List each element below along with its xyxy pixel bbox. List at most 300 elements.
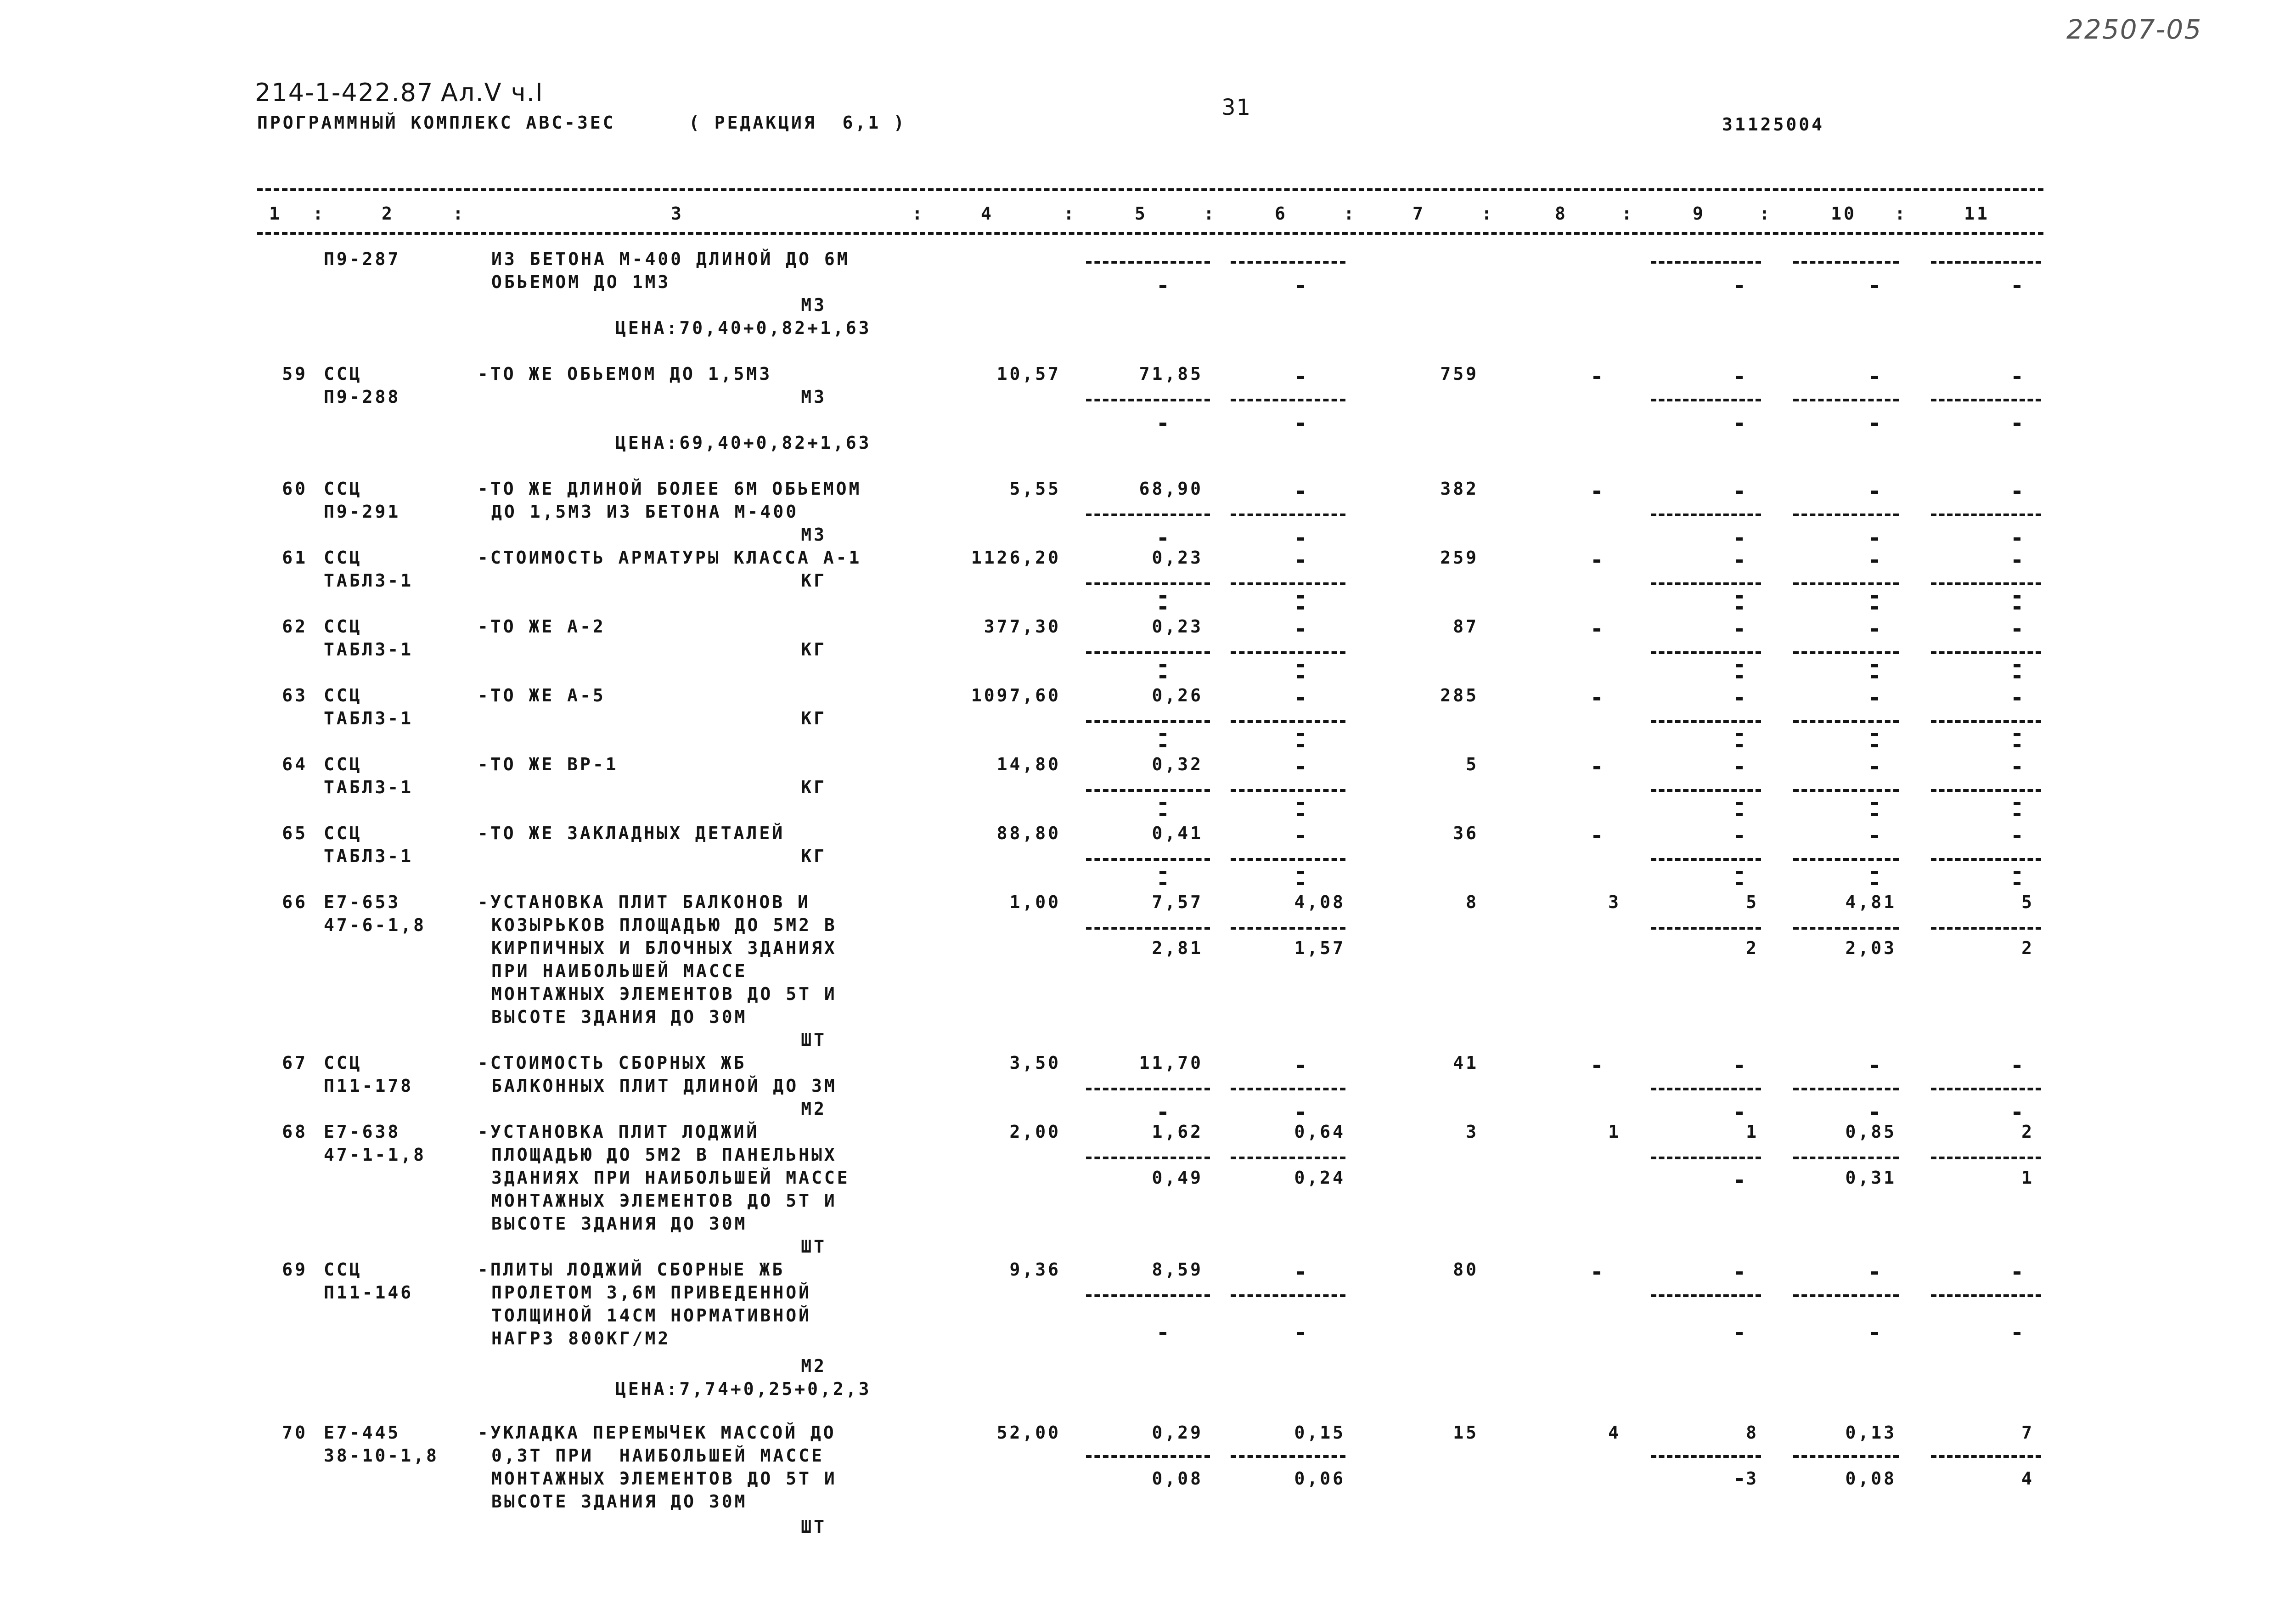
dash-mark — [1736, 766, 1743, 769]
dash-mark — [1736, 1271, 1743, 1275]
item-description-line: 0,3Т ПРИ НАИБОЛЬШЕЙ МАССЕ — [491, 1445, 824, 1466]
dash-mark — [1297, 423, 1304, 426]
dash-mark — [2014, 423, 2020, 426]
cell-subrule — [1931, 1455, 2041, 1458]
cell-subrule — [1793, 858, 1899, 861]
top-rule — [257, 188, 2043, 191]
dash-mark — [2014, 697, 2020, 700]
col-header-sep: : — [1064, 203, 1076, 224]
dash-mark — [1736, 733, 1743, 736]
header-rule — [257, 232, 2043, 235]
dash-mark — [2014, 1065, 2020, 1068]
row-number: 66 — [282, 892, 308, 912]
dash-mark — [1297, 376, 1304, 379]
dash-mark — [1871, 606, 1878, 610]
wage-total-value: 1 — [1608, 1122, 1621, 1142]
dash-mark — [1736, 376, 1743, 379]
unit-cost-value: 0,29 — [1152, 1422, 1203, 1443]
cell-subrule — [1086, 582, 1210, 585]
dash-mark — [2014, 537, 2020, 541]
dash-mark — [2014, 376, 2020, 379]
dash-mark — [1297, 1065, 1304, 1068]
document-code: 31125004 — [1722, 114, 1825, 135]
dash-mark — [1736, 423, 1743, 426]
cell-subrule — [1651, 582, 1761, 585]
dash-mark — [2014, 1271, 2020, 1275]
dash-mark — [1871, 376, 1878, 379]
dash-mark — [2014, 744, 2020, 747]
dash-mark — [1736, 628, 1743, 632]
quantity-value: 2,00 — [1009, 1122, 1061, 1142]
dash-mark — [1736, 744, 1743, 747]
item-unit: КГ — [801, 639, 827, 660]
dash-mark — [1736, 1478, 1743, 1481]
item-description-line: ЗДАНИЯХ ПРИ НАИБОЛЬШЕЙ МАССЕ — [491, 1168, 850, 1188]
dash-mark — [2014, 766, 2020, 769]
quantity-value: 14,80 — [996, 754, 1061, 774]
unit-cost-value: 0,23 — [1152, 548, 1203, 568]
dash-mark — [2014, 664, 2020, 667]
unit-cost-value: 0,08 — [1152, 1468, 1203, 1489]
item-description-line: -ТО ЖЕ ОБЬЕМОМ ДО 1,5М3 — [478, 364, 772, 384]
cell-subrule — [1793, 261, 1899, 264]
cell-subrule — [1231, 927, 1345, 930]
dash-mark — [1297, 559, 1304, 563]
cell-subrule — [1231, 720, 1345, 723]
unit-cost-value: 7,57 — [1152, 892, 1203, 912]
dash-mark — [1159, 285, 1166, 288]
dash-mark — [1736, 802, 1743, 805]
dash-mark — [2014, 835, 2020, 838]
cell-subrule — [1793, 582, 1899, 585]
price-source: ССЦ — [324, 823, 362, 843]
item-unit: КГ — [801, 777, 827, 797]
labor-total-value: 1 — [2021, 1168, 2034, 1188]
dash-mark — [1297, 802, 1304, 805]
labor-per-unit-value: 0,13 — [1845, 1422, 1896, 1443]
dash-mark — [1736, 664, 1743, 667]
album-number-handwritten: Ал.V ч.I — [441, 78, 544, 107]
total-cost-value: 382 — [1440, 479, 1479, 499]
dash-mark — [1736, 1112, 1743, 1115]
item-description-line: -ТО ЖЕ А-5 — [478, 685, 606, 706]
item-code: П11-178 — [324, 1076, 414, 1096]
price-source: ССЦ — [324, 1259, 362, 1280]
col-header-10: 10 — [1831, 203, 1857, 224]
machine-cost-value: 1,57 — [1294, 938, 1345, 958]
dash-mark — [1736, 882, 1743, 885]
dash-mark — [1871, 664, 1878, 667]
cell-subrule — [1793, 1294, 1899, 1297]
col-header-sep: : — [1204, 203, 1216, 224]
cell-subrule — [1793, 514, 1899, 516]
dash-mark — [2014, 285, 2020, 288]
quantity-value: 377,30 — [984, 616, 1061, 637]
cell-subrule — [1231, 858, 1345, 861]
dash-mark — [1871, 835, 1878, 838]
item-code: П9-287 — [324, 249, 401, 269]
cell-subrule — [1231, 514, 1345, 516]
labor-per-unit-value: 4,81 — [1845, 892, 1896, 912]
row-number: 70 — [282, 1422, 308, 1443]
dash-mark — [1297, 871, 1304, 874]
price-source: ССЦ — [324, 548, 362, 568]
row-number: 67 — [282, 1053, 308, 1073]
dash-mark — [1736, 697, 1743, 700]
cell-subrule — [1931, 720, 2041, 723]
row-number: 64 — [282, 754, 308, 774]
dash-mark — [1297, 1332, 1304, 1335]
item-description-line: ПРОЛЕТОМ 3,6М ПРИВЕДЕННОЙ — [491, 1282, 811, 1303]
dash-mark — [1297, 882, 1304, 885]
quantity-value: 1,00 — [1009, 892, 1061, 912]
item-description-line: МОНТАЖНЫХ ЭЛЕМЕНТОВ ДО 5Т И — [491, 984, 837, 1004]
dash-mark — [1871, 595, 1878, 598]
cell-subrule — [1086, 514, 1210, 516]
dash-mark — [1297, 744, 1304, 747]
col-header-2: 2 — [382, 203, 394, 224]
total-cost-value: 5 — [1466, 754, 1479, 774]
unit-cost-value: 2,81 — [1152, 938, 1203, 958]
dash-mark — [2014, 802, 2020, 805]
cell-subrule — [1231, 1157, 1345, 1159]
dash-mark — [1593, 1065, 1600, 1068]
total-cost-value: 759 — [1440, 364, 1479, 384]
dash-mark — [2014, 595, 2020, 598]
price-source: ССЦ — [324, 479, 362, 499]
dash-mark — [1159, 675, 1166, 678]
dash-mark — [1593, 559, 1600, 563]
dash-mark — [1871, 733, 1878, 736]
machine-total-value: 1 — [1746, 1122, 1759, 1142]
cell-subrule — [1931, 514, 2041, 516]
dash-mark — [1297, 1112, 1304, 1115]
cell-subrule — [1931, 927, 2041, 930]
dash-mark — [1736, 1332, 1743, 1335]
quantity-value: 52,00 — [996, 1422, 1061, 1443]
item-code: 38-10-1,8 — [324, 1445, 439, 1466]
cell-subrule — [1793, 1088, 1899, 1090]
col-header-9: 9 — [1693, 203, 1705, 224]
dash-mark — [1297, 766, 1304, 769]
unit-cost-value: 0,26 — [1152, 685, 1203, 706]
col-header-sep: : — [313, 203, 326, 224]
col-header-sep: : — [1759, 203, 1772, 224]
dash-mark — [1871, 423, 1878, 426]
dash-mark — [1736, 1065, 1743, 1068]
dash-mark — [1297, 813, 1304, 816]
row-number: 59 — [282, 364, 308, 384]
unit-cost-value: 0,23 — [1152, 616, 1203, 637]
labor-per-unit-value: 0,31 — [1845, 1168, 1896, 1188]
unit-cost-value: 0,49 — [1152, 1168, 1203, 1188]
item-unit: М3 — [801, 295, 827, 315]
dash-mark — [1297, 537, 1304, 541]
quantity-value: 10,57 — [996, 364, 1061, 384]
col-header-6: 6 — [1275, 203, 1288, 224]
machine-total-value: 3 — [1746, 1468, 1759, 1489]
dash-mark — [1297, 491, 1304, 494]
cell-subrule — [1931, 399, 2041, 401]
dash-mark — [1159, 813, 1166, 816]
machine-total-value: 5 — [1746, 892, 1759, 912]
col-header-sep: : — [1895, 203, 1908, 224]
dash-mark — [1871, 1065, 1878, 1068]
quantity-value: 88,80 — [996, 823, 1061, 843]
item-description-line: ИЗ БЕТОНА М-400 ДЛИНОЙ ДО 6М — [491, 249, 850, 269]
dash-mark — [1871, 675, 1878, 678]
item-description-line: -ТО ЖЕ ВР-1 — [478, 754, 619, 774]
dash-mark — [2014, 813, 2020, 816]
col-header-7: 7 — [1412, 203, 1425, 224]
item-code: ТАБЛ3-1 — [324, 639, 414, 660]
total-cost-value: 8 — [1466, 892, 1479, 912]
item-code: ТАБЛ3-1 — [324, 846, 414, 866]
cell-subrule — [1651, 858, 1761, 861]
item-unit: КГ — [801, 570, 827, 591]
col-header-sep: : — [453, 203, 466, 224]
item-description-line: БАЛКОННЫХ ПЛИТ ДЛИНОЙ ДО 3М — [491, 1076, 837, 1096]
cell-subrule — [1931, 858, 2041, 861]
item-code: ТАБЛ3-1 — [324, 777, 414, 797]
col-header-8: 8 — [1555, 203, 1568, 224]
labor-per-unit-value: 2,03 — [1845, 938, 1896, 958]
dash-mark — [1736, 285, 1743, 288]
labor-total-value: 2 — [2021, 1122, 2034, 1142]
dash-mark — [1736, 871, 1743, 874]
labor-total-value: 4 — [2021, 1468, 2034, 1489]
dash-mark — [1736, 813, 1743, 816]
item-unit: ШТ — [801, 1030, 827, 1050]
dash-mark — [1297, 628, 1304, 632]
dash-mark — [1871, 491, 1878, 494]
wage-total-value: 3 — [1608, 892, 1621, 912]
machine-cost-value: 0,24 — [1294, 1168, 1345, 1188]
item-price-formula: ЦЕНА:70,40+0,82+1,63 — [615, 318, 872, 338]
cell-subrule — [1086, 399, 1210, 401]
price-source: ССЦ — [324, 616, 362, 637]
cell-subrule — [1086, 1088, 1210, 1090]
cell-subrule — [1793, 1455, 1899, 1458]
cell-subrule — [1651, 1294, 1761, 1297]
row-number: 68 — [282, 1122, 308, 1142]
dash-mark — [1159, 733, 1166, 736]
item-price-formula: ЦЕНА:69,40+0,82+1,63 — [615, 433, 872, 453]
item-description-line: ДО 1,5М3 ИЗ БЕТОНА М-400 — [491, 502, 799, 522]
dash-mark — [1593, 766, 1600, 769]
dash-mark — [1159, 1332, 1166, 1335]
row-number: 69 — [282, 1259, 308, 1280]
cell-subrule — [1651, 1455, 1761, 1458]
col-header-sep: : — [1344, 203, 1356, 224]
page-number: 31 — [1221, 95, 1252, 120]
item-unit: ШТ — [801, 1236, 827, 1257]
cell-subrule — [1086, 1455, 1210, 1458]
cell-subrule — [1086, 927, 1210, 930]
dash-mark — [1871, 744, 1878, 747]
col-header-4: 4 — [981, 203, 994, 224]
quantity-value: 1126,20 — [971, 548, 1061, 568]
dash-mark — [1297, 595, 1304, 598]
price-source: ССЦ — [324, 685, 362, 706]
item-unit: КГ — [801, 846, 827, 866]
labor-per-unit-value: 0,85 — [1845, 1122, 1896, 1142]
cell-subrule — [1231, 1088, 1345, 1090]
cell-subrule — [1231, 789, 1345, 792]
cell-subrule — [1931, 789, 2041, 792]
cell-subrule — [1086, 789, 1210, 792]
dash-mark — [1871, 802, 1878, 805]
cell-subrule — [1931, 1157, 2041, 1159]
cell-subrule — [1793, 399, 1899, 401]
col-header-1: 1 — [269, 203, 282, 224]
quantity-value: 5,55 — [1009, 479, 1061, 499]
dash-mark — [1593, 1271, 1600, 1275]
cell-subrule — [1651, 514, 1761, 516]
document-number-handwritten: 22507-05 — [2066, 14, 2202, 45]
cell-subrule — [1793, 789, 1899, 792]
item-description-line: ВЫСОТЕ ЗДАНИЯ ДО 30М — [491, 1007, 748, 1027]
item-unit: ШТ — [801, 1517, 827, 1537]
item-code: П9-291 — [324, 502, 401, 522]
row-number: 63 — [282, 685, 308, 706]
total-cost-value: 259 — [1440, 548, 1479, 568]
item-description-line: -УСТАНОВКА ПЛИТ БАЛКОНОВ И — [478, 892, 810, 912]
dash-mark — [1871, 882, 1878, 885]
cell-subrule — [1651, 789, 1761, 792]
dash-mark — [1159, 537, 1166, 541]
dash-mark — [1297, 733, 1304, 736]
price-source: Е7-653 — [324, 892, 401, 912]
dash-mark — [1159, 882, 1166, 885]
labor-total-value: 2 — [2021, 938, 2034, 958]
cell-subrule — [1651, 261, 1761, 264]
dash-mark — [1297, 675, 1304, 678]
dash-mark — [1871, 813, 1878, 816]
item-description-line: ВЫСОТЕ ЗДАНИЯ ДО 30М — [491, 1491, 748, 1512]
dash-mark — [2014, 1332, 2020, 1335]
cell-subrule — [1651, 1088, 1761, 1090]
quantity-value: 1097,60 — [971, 685, 1061, 706]
item-description-line: ТОЛЩИНОЙ 14СМ НОРМАТИВНОЙ — [491, 1305, 811, 1326]
quantity-value: 9,36 — [1009, 1259, 1061, 1280]
cell-subrule — [1086, 261, 1210, 264]
dash-mark — [1736, 595, 1743, 598]
dash-mark — [1736, 559, 1743, 563]
dash-mark — [2014, 491, 2020, 494]
cell-subrule — [1651, 927, 1761, 930]
dash-mark — [1159, 606, 1166, 610]
item-description-line: ОБЬЕМОМ ДО 1М3 — [491, 272, 671, 292]
cell-subrule — [1231, 582, 1345, 585]
unit-cost-value: 11,70 — [1139, 1053, 1203, 1073]
unit-cost-value: 8,59 — [1152, 1259, 1203, 1280]
item-description-line: ПЛОЩАДЬЮ ДО 5М2 В ПАНЕЛЬНЫХ — [491, 1145, 837, 1165]
price-source: ССЦ — [324, 1053, 362, 1073]
dash-mark — [1297, 606, 1304, 610]
program-name: ПРОГРАММНЫЙ КОМПЛЕКС АВС-3ЕС — [257, 113, 616, 133]
dash-mark — [1736, 491, 1743, 494]
col-header-11: 11 — [1964, 203, 1990, 224]
cell-subrule — [1793, 651, 1899, 654]
total-cost-value: 285 — [1440, 685, 1479, 706]
dash-mark — [1736, 1180, 1743, 1183]
cell-subrule — [1231, 399, 1345, 401]
labor-total-value: 7 — [2021, 1422, 2034, 1443]
item-description-line: -ТО ЖЕ ЗАКЛАДНЫХ ДЕТАЛЕЙ — [478, 823, 785, 843]
cell-subrule — [1651, 1157, 1761, 1159]
machine-cost-value: 0,15 — [1294, 1422, 1345, 1443]
dash-mark — [1593, 628, 1600, 632]
dash-mark — [1871, 559, 1878, 563]
total-cost-value: 87 — [1453, 616, 1479, 637]
machine-cost-value: 0,06 — [1294, 1468, 1345, 1489]
dash-mark — [1159, 423, 1166, 426]
total-cost-value: 80 — [1453, 1259, 1479, 1280]
item-description-line: МОНТАЖНЫХ ЭЛЕМЕНТОВ ДО 5Т И — [491, 1468, 837, 1489]
dash-mark — [1871, 285, 1878, 288]
cell-subrule — [1793, 720, 1899, 723]
dash-mark — [2014, 675, 2020, 678]
total-cost-value: 36 — [1453, 823, 1479, 843]
item-description-line: -ТО ЖЕ ДЛИНОЙ БОЛЕЕ 6М ОБЬЕМОМ — [478, 479, 862, 499]
item-code: П11-146 — [324, 1282, 414, 1303]
item-description-line: -СТОИМОСТЬ СБОРНЫХ ЖБ — [478, 1053, 747, 1073]
item-code: ТАБЛ3-1 — [324, 570, 414, 591]
machine-total-value: 2 — [1746, 938, 1759, 958]
dash-mark — [1297, 1271, 1304, 1275]
item-description-line: -ПЛИТЫ ЛОДЖИЙ СБОРНЫЕ ЖБ — [478, 1259, 785, 1280]
cell-subrule — [1931, 651, 2041, 654]
item-unit: М2 — [801, 1099, 827, 1119]
item-code: 47-6-1,8 — [324, 915, 427, 935]
item-description-line: -ТО ЖЕ А-2 — [478, 616, 606, 637]
machine-cost-value: 0,64 — [1294, 1122, 1345, 1142]
item-code: П9-288 — [324, 387, 401, 407]
dash-mark — [1593, 835, 1600, 838]
cell-subrule — [1231, 1455, 1345, 1458]
dash-mark — [1593, 491, 1600, 494]
item-unit: КГ — [801, 708, 827, 728]
dash-mark — [1871, 1112, 1878, 1115]
cell-subrule — [1231, 651, 1345, 654]
cell-subrule — [1793, 927, 1899, 930]
dash-mark — [1297, 285, 1304, 288]
dash-mark — [1871, 766, 1878, 769]
cell-subrule — [1931, 261, 2041, 264]
item-unit: М2 — [801, 1356, 827, 1376]
row-number: 60 — [282, 479, 308, 499]
unit-cost-value: 1,62 — [1152, 1122, 1203, 1142]
item-description-line: МОНТАЖНЫХ ЭЛЕМЕНТОВ ДО 5Т И — [491, 1191, 837, 1211]
dash-mark — [1871, 697, 1878, 700]
unit-cost-value: 0,32 — [1152, 754, 1203, 774]
price-source: Е7-445 — [324, 1422, 401, 1443]
row-number: 65 — [282, 823, 308, 843]
item-description-line: -СТОИМОСТЬ АРМАТУРЫ КЛАССА А-1 — [478, 548, 862, 568]
row-number: 61 — [282, 548, 308, 568]
cell-subrule — [1086, 720, 1210, 723]
dash-mark — [1736, 675, 1743, 678]
cell-subrule — [1086, 651, 1210, 654]
dash-mark — [1736, 835, 1743, 838]
cell-subrule — [1931, 1294, 2041, 1297]
dash-mark — [1159, 664, 1166, 667]
series-number-handwritten: 214-1-422.87 — [255, 78, 434, 107]
price-source: Е7-638 — [324, 1122, 401, 1142]
row-number: 62 — [282, 616, 308, 637]
dash-mark — [2014, 1112, 2020, 1115]
